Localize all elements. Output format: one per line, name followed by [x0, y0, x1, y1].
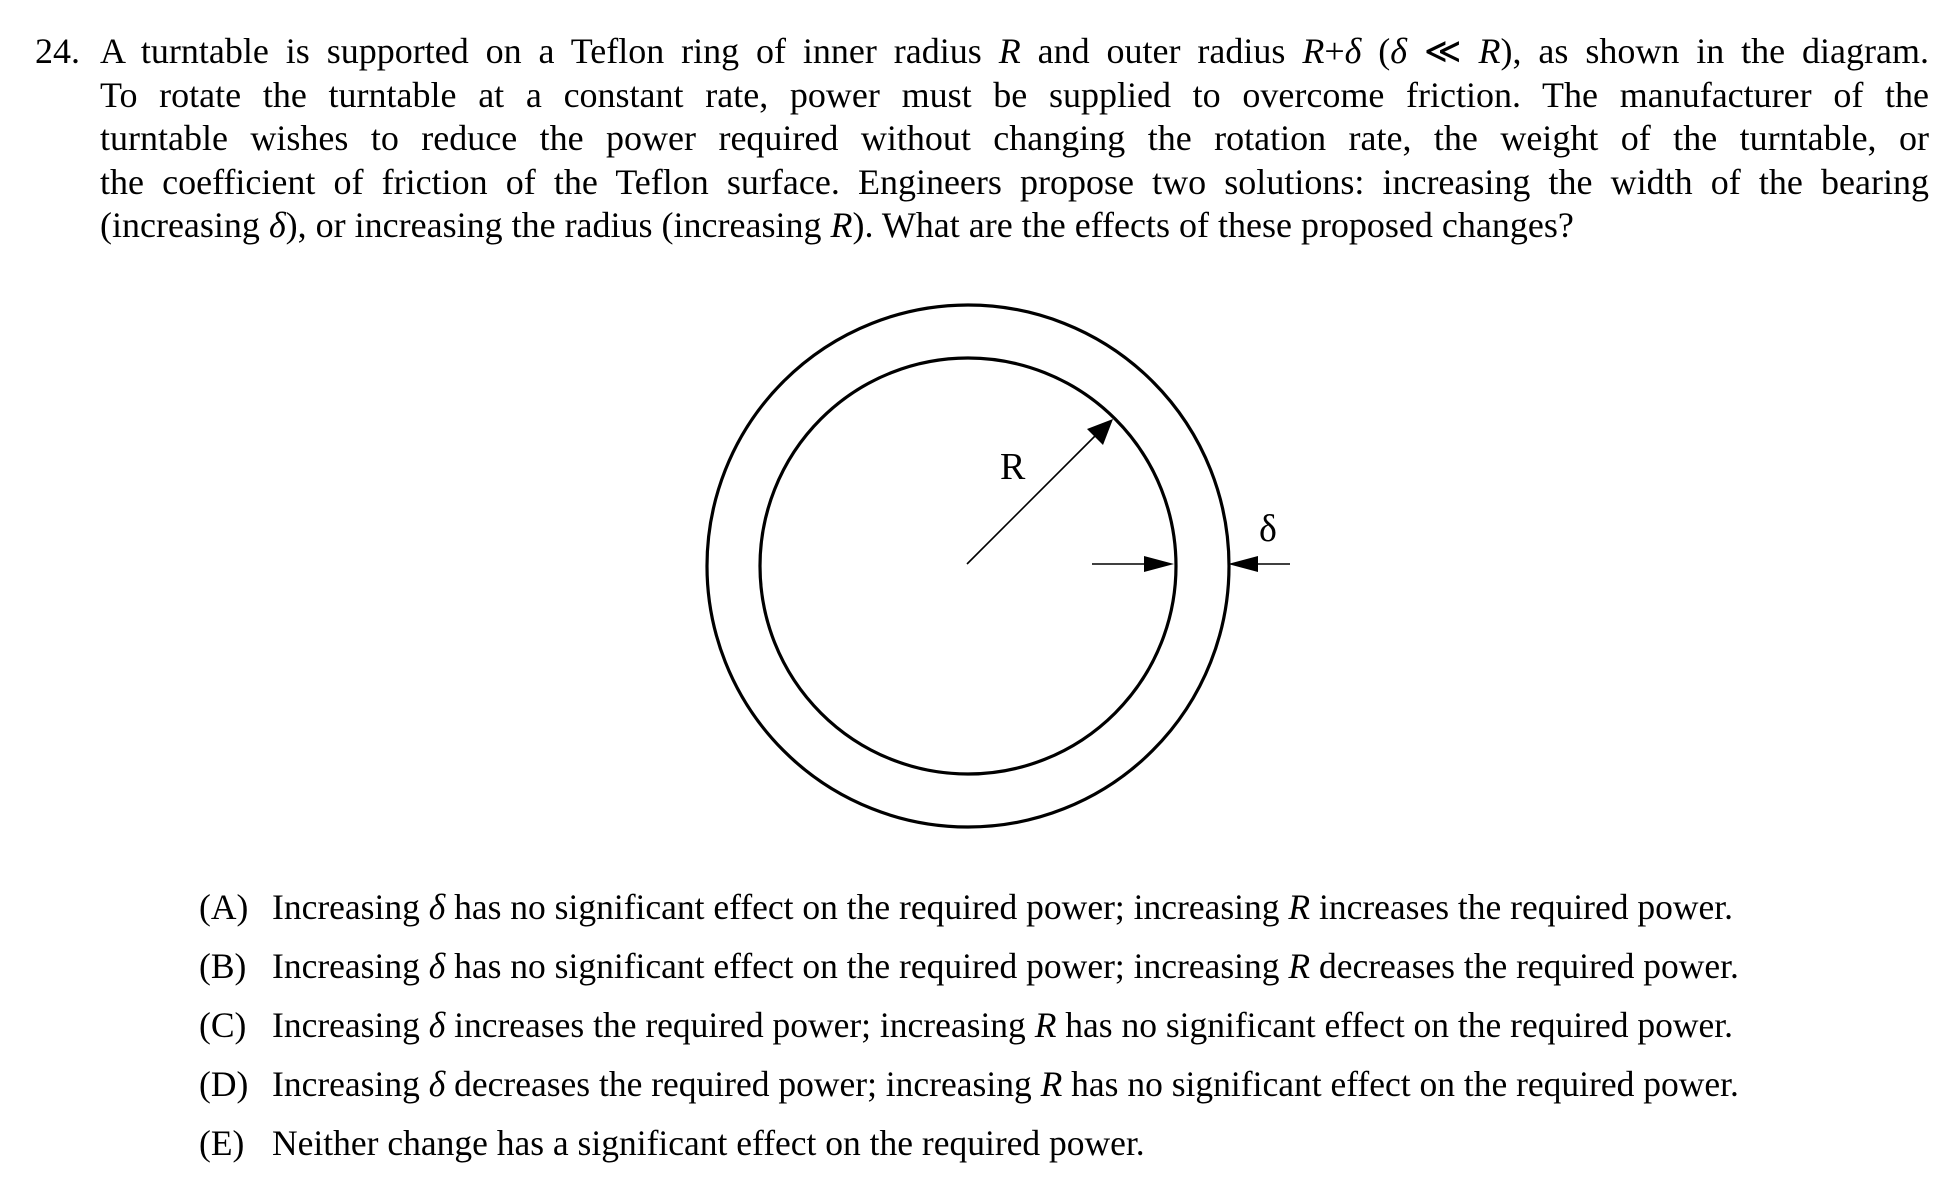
- delta-right-arrowhead-icon: [1228, 556, 1258, 572]
- ring-diagram-svg: [690, 290, 1340, 850]
- option-text: Increasing δ decreases the required power; increasing R has no significant effect on the required power.: [272, 1064, 1739, 1104]
- option-letter: (E): [199, 1123, 245, 1163]
- question-line-1: A turntable is supported on a Teflon ring of inner radius R and outer radius R+δ (δ ≪ R), as shown in the diagram.: [100, 31, 1930, 71]
- question-number: 24.: [35, 31, 80, 71]
- math-symbol: δ: [428, 1005, 446, 1045]
- option-b[interactable]: [199, 937, 1739, 996]
- math-symbol: R: [1040, 1064, 1063, 1104]
- option-letter: (D): [199, 1064, 249, 1104]
- option-text: Increasing δ has no significant effect on the required power; increasing R decreases the required power.: [272, 946, 1739, 986]
- math-symbol: δ: [268, 205, 286, 245]
- question-line-3: turntable wishes to reduce the power required without changing the rotation rate, the weight of the turntable, or: [100, 118, 1929, 158]
- option-d[interactable]: [199, 1055, 1739, 1114]
- turntable-ring-diagram: [690, 290, 1340, 850]
- math-symbol: R: [1302, 31, 1325, 71]
- math-symbol: R: [998, 31, 1021, 71]
- option-letter: (B): [199, 946, 247, 986]
- question-line-2: To rotate the turntable at a constant rate, power must be supplied to overcome friction. The manufacturer of the: [100, 74, 1929, 115]
- option-letter: (A): [199, 887, 249, 927]
- question-line-4: the coefficient of friction of the Teflon surface. Engineers propose two solutions: increasing the width of the bearing: [100, 161, 1929, 202]
- option-c[interactable]: [199, 996, 1733, 1055]
- math-symbol: δ: [1344, 31, 1362, 71]
- math-symbol: δ: [428, 1064, 446, 1104]
- math-symbol: R: [1288, 946, 1311, 986]
- question-line-5: (increasing δ), or increasing the radius (increasing R). What are the effects of these proposed changes?: [100, 205, 1574, 245]
- math-symbol: R: [1034, 1005, 1057, 1045]
- math-symbol: δ: [428, 946, 446, 986]
- option-a[interactable]: [199, 878, 1733, 937]
- option-text: Increasing δ has no significant effect on the required power; increasing R increases the required power.: [272, 887, 1733, 927]
- math-symbol: R: [1478, 31, 1501, 71]
- option-e[interactable]: [199, 1114, 1145, 1173]
- width-delta-label: δ: [1259, 508, 1277, 550]
- math-symbol: δ: [428, 887, 446, 927]
- option-text: Neither change has a significant effect on the required power.: [272, 1123, 1145, 1163]
- inner-ring-circle: [760, 358, 1176, 774]
- math-symbol: δ: [1390, 31, 1407, 71]
- radius-arrow-line: [967, 432, 1099, 564]
- option-letter: (C): [199, 1005, 247, 1045]
- option-text: Increasing δ increases the required power; increasing R has no significant effect on the required power.: [272, 1005, 1733, 1045]
- math-symbol: R: [1288, 887, 1311, 927]
- delta-left-arrowhead-icon: [1144, 556, 1174, 572]
- radius-label: R: [1000, 446, 1026, 488]
- math-symbol: R: [830, 205, 853, 245]
